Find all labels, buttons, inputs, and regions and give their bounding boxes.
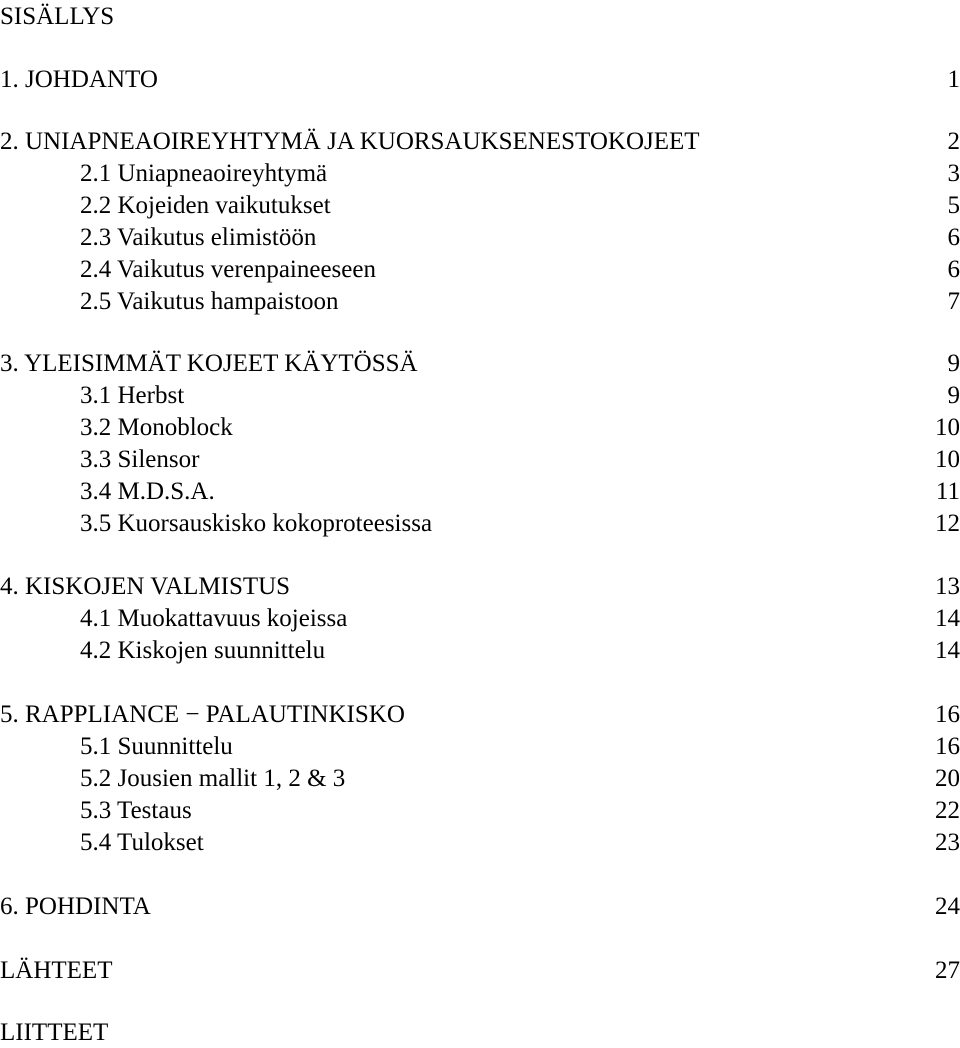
toc-entry-tulokset[interactable]	[0, 828, 960, 858]
toc-entry-label: 5.3 Testaus	[80, 796, 192, 826]
toc-entry-label: 4.2 Kiskojen suunnittelu	[80, 636, 325, 666]
toc-entry-mdsa[interactable]	[0, 477, 960, 507]
toc-entry-jousien-mallit[interactable]	[0, 764, 960, 794]
toc-title: SISÄLLYS	[0, 2, 114, 32]
toc-entry-label: 5. RAPPLIANCE − PALAUTINKISKO	[0, 700, 405, 730]
toc-entry-label: 4. KISKOJEN VALMISTUS	[0, 572, 290, 602]
toc-entry-pohdinta[interactable]	[0, 892, 960, 922]
toc-entry-page: 10	[935, 445, 960, 475]
toc-entry-page: 22	[935, 796, 960, 826]
toc-entry-vaikutus-verenpaineeseen[interactable]	[0, 255, 960, 285]
toc-entry-label: 5.4 Tulokset	[80, 828, 204, 858]
toc-entry-page: 6	[948, 223, 960, 253]
toc-entry-kuorsauskisko-kokoproteesissa[interactable]	[0, 509, 960, 539]
toc-entry-label: 3.2 Monoblock	[80, 413, 233, 443]
toc-entry-liitteet[interactable]	[0, 1018, 960, 1048]
toc-entry-page: 16	[935, 700, 960, 730]
toc-entry-uniapneaoireyhtyma-ja-kuorsauksenestokojeet[interactable]	[0, 127, 960, 157]
toc-entry-label: 5.2 Jousien mallit 1, 2 & 3	[80, 764, 345, 794]
toc-entry-label: LÄHTEET	[0, 956, 112, 986]
toc-entry-page: 6	[948, 255, 960, 285]
toc-entry-label: 2.2 Kojeiden vaikutukset	[80, 191, 331, 221]
toc-entry-page: 5	[948, 191, 960, 221]
toc-entry-label: 3.5 Kuorsauskisko kokoproteesissa	[80, 509, 432, 539]
toc-entry-silensor[interactable]	[0, 445, 960, 475]
toc-entry-page: 9	[948, 381, 960, 411]
toc-entry-page: 27	[935, 956, 960, 986]
toc-entry-page: 14	[935, 636, 960, 666]
toc-entry-kiskojen-suunnittelu[interactable]	[0, 636, 960, 666]
toc-entry-kiskojen-valmistus[interactable]	[0, 572, 960, 602]
toc-entry-yleisimmat-kojeet-kaytossa[interactable]	[0, 349, 960, 379]
toc-entry-label: 3.4 M.D.S.A.	[80, 477, 215, 507]
toc-entry-page: 10	[935, 413, 960, 443]
toc-entry-label: 2.4 Vaikutus verenpaineeseen	[80, 255, 376, 285]
toc-entry-page: 2	[948, 127, 960, 157]
toc-entry-label: 3. YLEISIMMÄT KOJEET KÄYTÖSSÄ	[0, 349, 418, 379]
toc-entry-label: 3.3 Silensor	[80, 445, 199, 475]
toc-entry-label: 3.1 Herbst	[80, 381, 184, 411]
toc-entry-vaikutus-hampaistoon[interactable]	[0, 287, 960, 317]
toc-entry-label: 2.3 Vaikutus elimistöön	[80, 223, 316, 253]
toc-entry-page: 3	[948, 159, 960, 189]
toc-entry-page: 7	[948, 287, 960, 317]
toc-entry-label: 6. POHDINTA	[0, 892, 151, 922]
toc-entry-page: 20	[935, 764, 960, 794]
toc-entry-uniapneaoireyhtyma[interactable]	[0, 159, 960, 189]
toc-entry-page: 9	[948, 349, 960, 379]
toc-entry-label: 1. JOHDANTO	[0, 65, 158, 95]
toc-entry-label: 2.5 Vaikutus hampaistoon	[80, 287, 339, 317]
toc-entry-kojeiden-vaikutukset[interactable]	[0, 191, 960, 221]
toc-entry-page: 11	[936, 477, 960, 507]
toc-entry-page: 16	[935, 732, 960, 762]
toc-entry-vaikutus-elimistoon[interactable]	[0, 223, 960, 253]
toc-entry-herbst[interactable]	[0, 381, 960, 411]
toc-entry-lahteet[interactable]	[0, 956, 960, 986]
toc-entry-label: LIITTEET	[0, 1018, 108, 1048]
toc-entry-page: 1	[948, 65, 960, 95]
toc-entry-page: 14	[935, 604, 960, 634]
toc-entry-page: 12	[935, 509, 960, 539]
toc-entry-page: 24	[935, 892, 960, 922]
toc-entry-rappliance-palautinkisko[interactable]	[0, 700, 960, 730]
toc-entry-label: 2. UNIAPNEAOIREYHTYMÄ JA KUORSAUKSENESTOKOJEET	[0, 127, 700, 157]
toc-entry-testaus[interactable]	[0, 796, 960, 826]
toc-entry-muokattavuus-kojeissa[interactable]	[0, 604, 960, 634]
toc-entry-label: 5.1 Suunnittelu	[80, 732, 233, 762]
toc-entry-johdanto[interactable]	[0, 65, 960, 95]
toc-entry-page: 13	[935, 572, 960, 602]
toc-entry-page: 23	[935, 828, 960, 858]
toc-entry-label: 2.1 Uniapneaoireyhtymä	[80, 159, 327, 189]
toc-entry-label: 4.1 Muokattavuus kojeissa	[80, 604, 347, 634]
toc-entry-monoblock[interactable]	[0, 413, 960, 443]
toc-entry-suunnittelu[interactable]	[0, 732, 960, 762]
